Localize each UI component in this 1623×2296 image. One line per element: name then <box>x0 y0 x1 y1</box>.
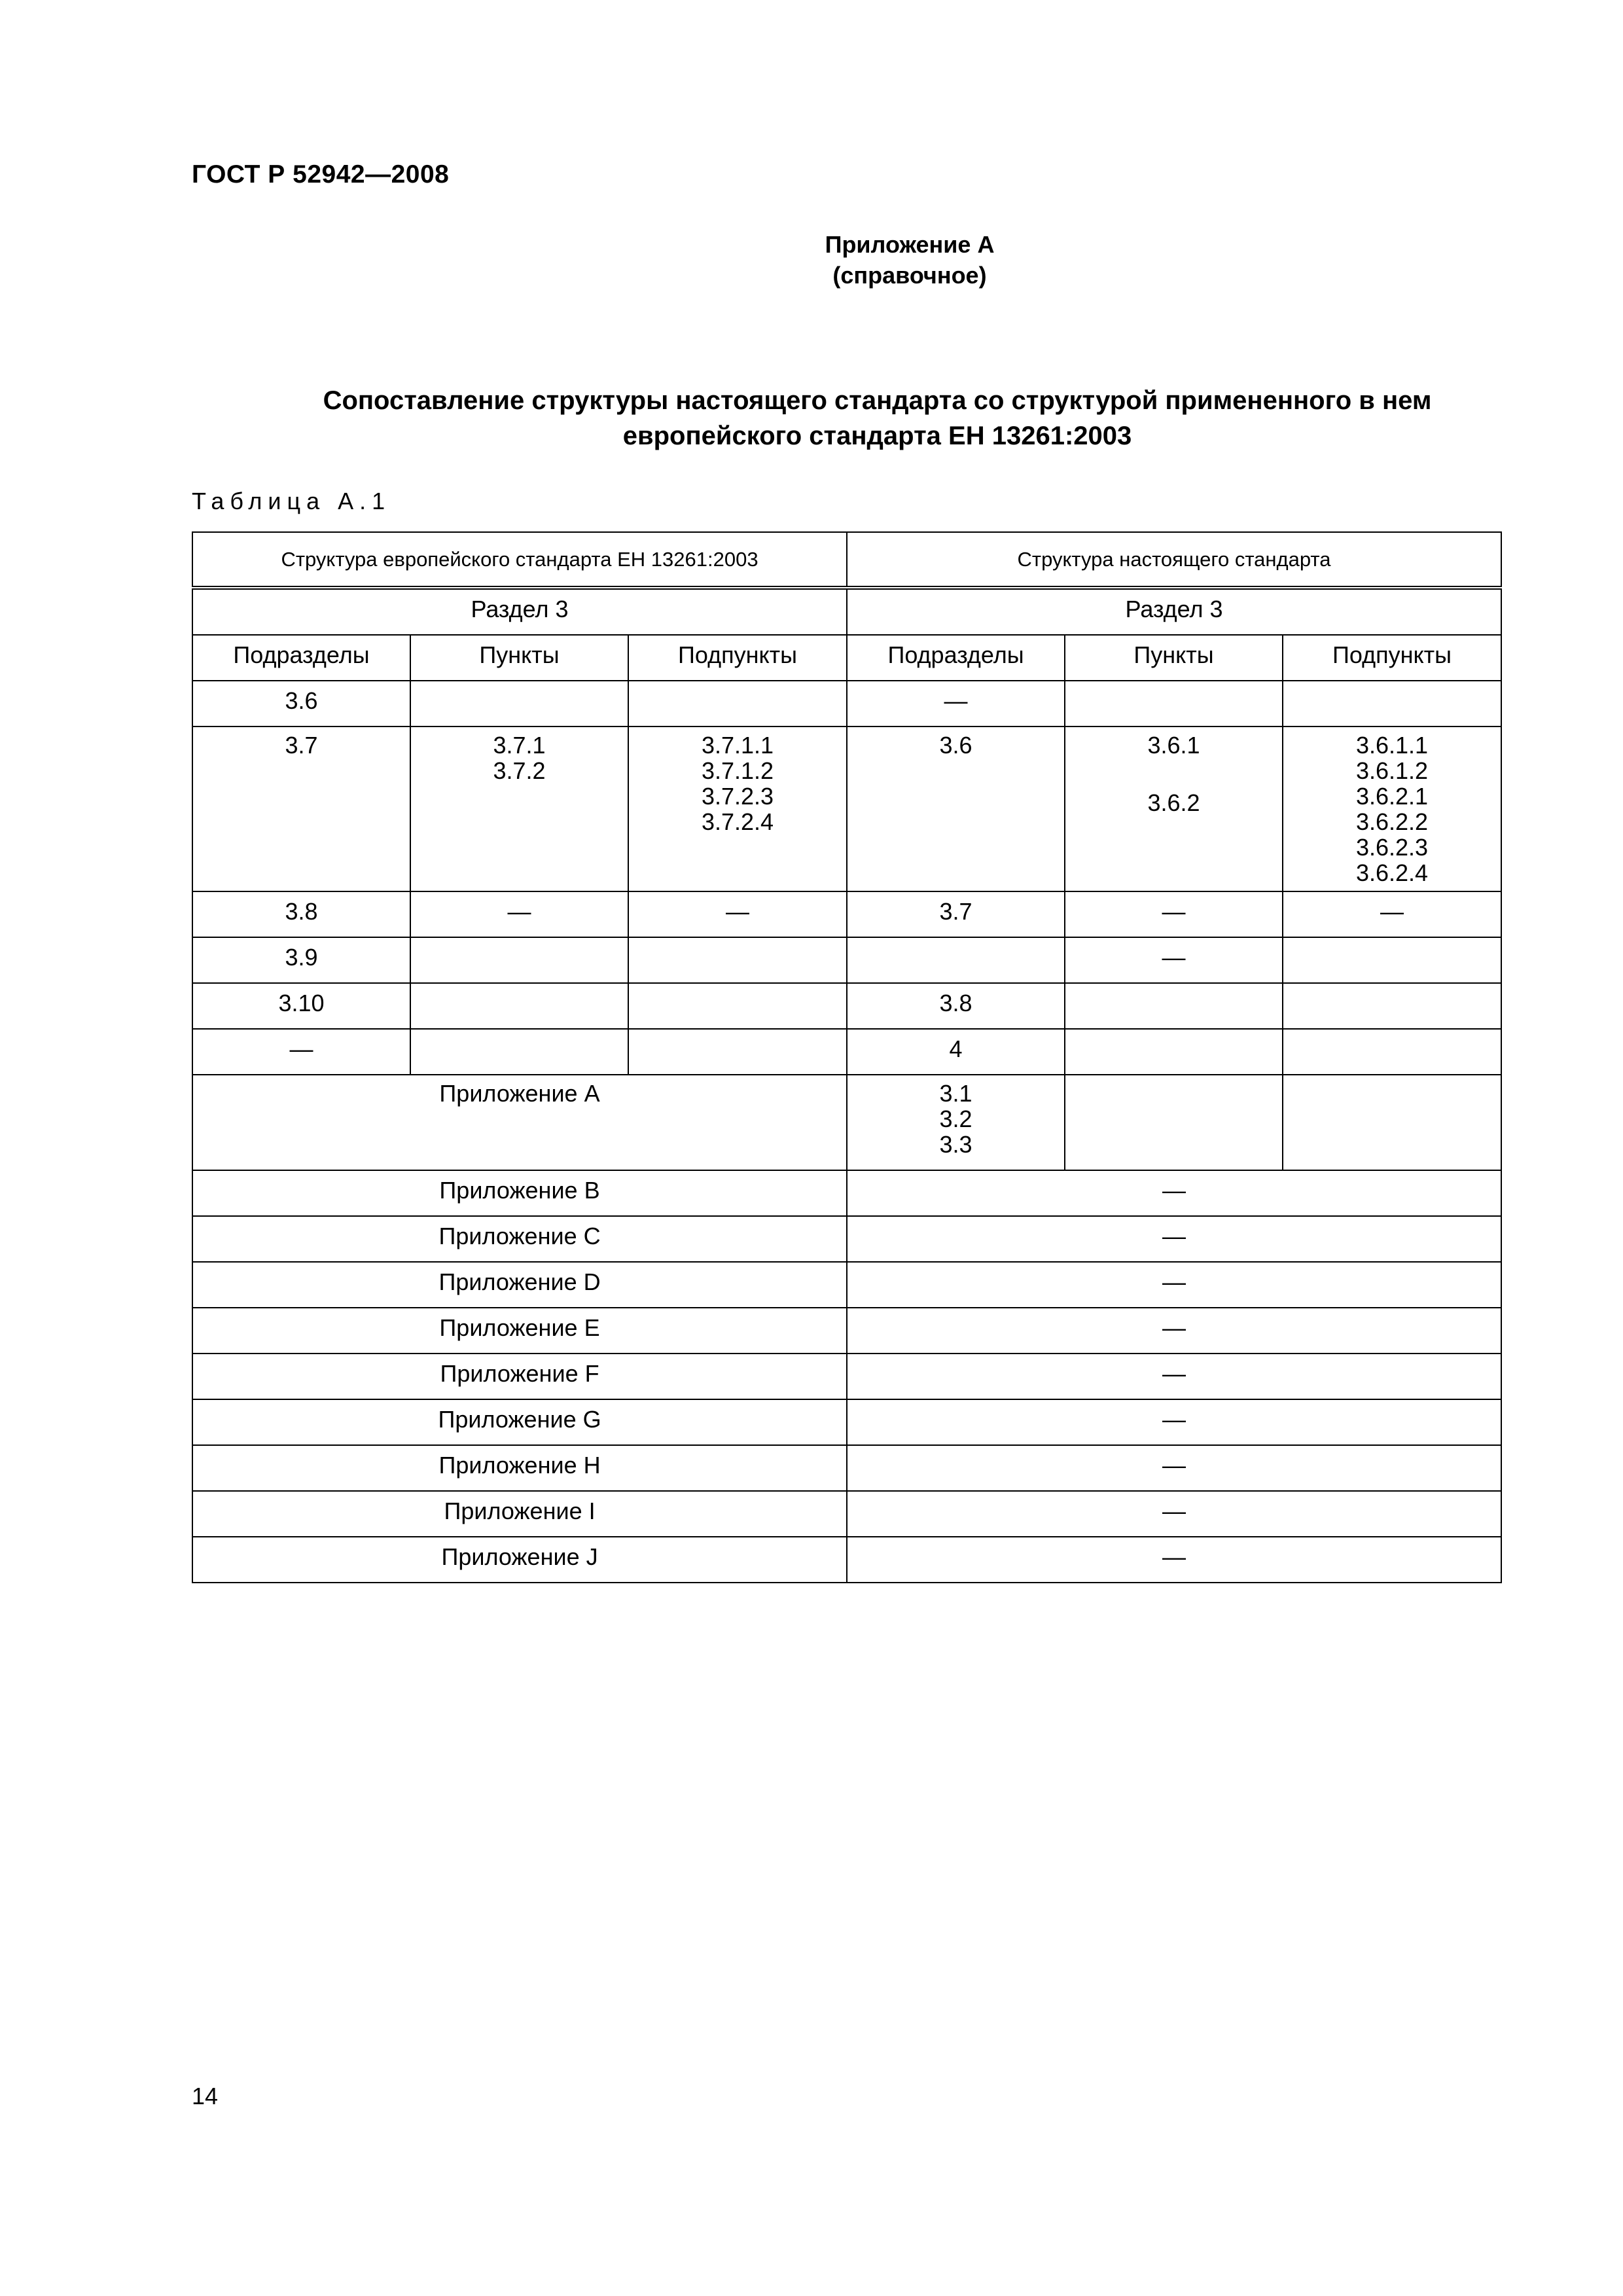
table-cell <box>1283 1075 1501 1170</box>
annex-label: Приложение Н <box>192 1445 847 1491</box>
table-cell <box>410 937 628 983</box>
appendix-type: (справочное) <box>832 262 987 289</box>
table-cell <box>1283 681 1501 726</box>
table-cell: — <box>1065 891 1283 937</box>
cell-line: 3.1 <box>939 1080 972 1107</box>
annex-label: Приложение I <box>192 1491 847 1537</box>
table-cell: 3.8 <box>192 891 410 937</box>
cell-line: 3.6.2.2 <box>1355 808 1429 835</box>
cell-line: 3.6.1 <box>1147 732 1200 759</box>
cell-line: 3.7.1.1 <box>701 732 774 759</box>
subheader-cell: Подпункты <box>628 635 847 681</box>
table-cell: 3.7 <box>192 726 410 891</box>
table-cell: — <box>847 681 1065 726</box>
annex-row <box>192 1262 1501 1308</box>
table-cell <box>410 1029 628 1075</box>
annex-label: Приложение J <box>192 1537 847 1583</box>
table-cell <box>1065 983 1283 1029</box>
header-this-standard: Структура настоящего стандарта <box>847 532 1501 588</box>
table-cell <box>1065 681 1283 726</box>
table-cell: 3.7 <box>847 891 1065 937</box>
annex-title <box>192 383 1563 454</box>
subheader-cell: Пункты <box>1065 635 1283 681</box>
annex-value: — <box>847 1262 1501 1308</box>
table-cell: 3.8 <box>847 983 1065 1029</box>
table-cell <box>847 1075 1065 1170</box>
cell-line: 3.6.1.2 <box>1355 757 1429 784</box>
subheader-cell: Подразделы <box>847 635 1065 681</box>
cell-line: 3.3 <box>939 1131 972 1158</box>
annex-value: — <box>847 1399 1501 1445</box>
subheader-row <box>192 635 1501 681</box>
table-cell <box>410 681 628 726</box>
table-cell: — <box>1065 937 1283 983</box>
annex-value: — <box>847 1216 1501 1262</box>
annex-label: Приложение С <box>192 1216 847 1262</box>
cell-line: 3.2 <box>939 1105 972 1132</box>
table-cell <box>1065 1075 1283 1170</box>
annex-row <box>192 1445 1501 1491</box>
cell-line: 3.7.2.4 <box>701 808 774 835</box>
document-code: ГОСТ Р 52942—2008 <box>192 160 450 188</box>
table-cell: — <box>628 891 847 937</box>
structure-comparison-table <box>192 531 1502 1583</box>
table-cell: 3.10 <box>192 983 410 1029</box>
table-cell <box>410 726 628 891</box>
annex-a-label: Приложение А <box>192 1075 847 1170</box>
cell-line: 3.7.2 <box>493 757 546 784</box>
annex-value: — <box>847 1354 1501 1399</box>
section-right: Раздел 3 <box>847 588 1501 635</box>
subheader-cell: Подразделы <box>192 635 410 681</box>
table-cell <box>1283 1029 1501 1075</box>
appendix-heading <box>681 229 1139 291</box>
annex-value: — <box>847 1308 1501 1354</box>
subheader-cell: Пункты <box>410 635 628 681</box>
annex-a-row <box>192 1075 1501 1170</box>
table-cell <box>628 937 847 983</box>
table-cell: — <box>410 891 628 937</box>
annex-row <box>192 1399 1501 1445</box>
table-cell <box>1283 937 1501 983</box>
table-cell: — <box>192 1029 410 1075</box>
table-cell <box>847 937 1065 983</box>
table-cell <box>628 983 847 1029</box>
table-cell: 3.6 <box>192 681 410 726</box>
annex-row <box>192 1216 1501 1262</box>
annex-label: Приложение В <box>192 1170 847 1216</box>
table-cell: 4 <box>847 1029 1065 1075</box>
annex-row <box>192 1491 1501 1537</box>
cell-line: 3.6.1.1 <box>1355 732 1429 759</box>
page-number: 14 <box>192 2083 219 2109</box>
table-cell: 3.9 <box>192 937 410 983</box>
table-cell: 3.6 <box>847 726 1065 891</box>
annex-value: — <box>847 1170 1501 1216</box>
table-row <box>192 983 1501 1029</box>
table-label: Таблица А.1 <box>192 488 391 514</box>
annex-label: Приложение G <box>192 1399 847 1445</box>
annex-title-line-2: европейского стандарта ЕН 13261:2003 <box>622 422 1132 450</box>
annex-row <box>192 1308 1501 1354</box>
annex-value: — <box>847 1445 1501 1491</box>
header-european-standard: Структура европейского стандарта ЕН 13261:2003 <box>192 532 847 588</box>
table-cell <box>628 681 847 726</box>
annex-row <box>192 1354 1501 1399</box>
table-cell <box>1283 726 1501 891</box>
annex-title-line-1: Сопоставление структуры настоящего стандарта со структурой примененного в нем <box>323 386 1432 415</box>
table-cell: — <box>1283 891 1501 937</box>
table-row <box>192 726 1501 891</box>
subheader-cell: Подпункты <box>1283 635 1501 681</box>
cell-line: 3.6.2.4 <box>1355 859 1429 886</box>
cell-spacer <box>1068 758 1279 790</box>
table-cell <box>1065 726 1283 891</box>
table-cell <box>1283 983 1501 1029</box>
cell-line: 3.6.2.3 <box>1355 834 1429 861</box>
cell-line: 3.6.2 <box>1147 789 1200 816</box>
cell-line: 3.7.1 <box>493 732 546 759</box>
appendix-title: Приложение А <box>825 231 995 258</box>
annex-row <box>192 1537 1501 1583</box>
table-cell <box>410 983 628 1029</box>
annex-value: — <box>847 1537 1501 1583</box>
table-row <box>192 1029 1501 1075</box>
table-cell <box>628 726 847 891</box>
annex-label: Приложение F <box>192 1354 847 1399</box>
table-cell <box>628 1029 847 1075</box>
annex-row <box>192 1170 1501 1216</box>
annex-label: Приложение Е <box>192 1308 847 1354</box>
table-cell <box>1065 1029 1283 1075</box>
cell-line: 3.7.1.2 <box>701 757 774 784</box>
cell-line: 3.6.2.1 <box>1355 783 1429 810</box>
table-header-row <box>192 532 1501 588</box>
table-row <box>192 937 1501 983</box>
section-row <box>192 588 1501 635</box>
section-left: Раздел 3 <box>192 588 847 635</box>
table-row <box>192 891 1501 937</box>
annex-value: — <box>847 1491 1501 1537</box>
table-row <box>192 681 1501 726</box>
annex-label: Приложение D <box>192 1262 847 1308</box>
cell-line: 3.7.2.3 <box>701 783 774 810</box>
